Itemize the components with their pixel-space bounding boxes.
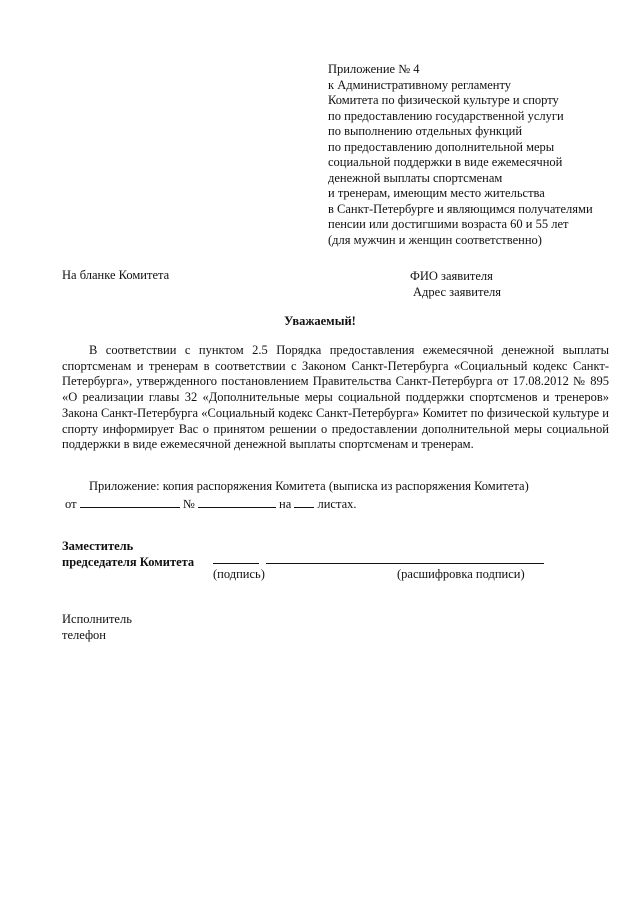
appendix-line: Комитета по физической культуре и спорту	[328, 93, 559, 107]
appendix-line: по предоставлению государственной услуги	[328, 108, 564, 123]
signer-title	[62, 538, 194, 570]
appendix-line: пенсии или достигшими возраста 60 и 55 лет	[328, 217, 569, 231]
executor-block	[62, 611, 132, 643]
appendix-line: социальной поддержки в виде ежемесячной	[328, 155, 563, 169]
sheets-label: листах.	[317, 497, 357, 511]
sheets-count-blank	[294, 495, 314, 508]
number-blank	[198, 495, 276, 508]
recipient-block	[410, 268, 501, 300]
recipient-name: ФИО заявителя	[410, 269, 493, 283]
body-paragraph: В соответствии с пунктом 2.5 Порядка предоставления ежемесячной денежной выплаты спортсменам и тренерам в соответствии с Законом Санкт-Петербурга «Социальный кодекс Санкт-Петербурга», утвержденного постановлением Правительства Санкт-Петербурга от 17.08.2012 № 895 «О реализации главы 32 «Дополнительные меры социальной поддержки спортсменов и тренеров» Закона Санкт-Петербурга «Социальный кодекс Санкт-Петербурга» Комитет по физической культуре и спорту информирует Вас о принятом решении о предоставлении дополнительной меры социальной поддержки в виде ежемесячной денежной выплаты спортсменам и тренерам.	[62, 343, 609, 452]
appendix-line: и тренерам, имеющим место жительства	[328, 186, 545, 200]
decoding-caption: (расшифровка подписи)	[397, 567, 525, 581]
appendix-line: по выполнению отдельных функций	[328, 124, 523, 138]
appendix-line: по предоставлению дополнительной меры	[328, 139, 555, 154]
attachment-block	[62, 478, 609, 513]
appendix-line: Приложение № 4	[328, 62, 420, 76]
appendix-line: (для мужчин и женщин соответственно)	[328, 232, 542, 247]
attachment-details	[62, 495, 609, 513]
appendix-line: денежной выплаты спортсменам	[328, 170, 503, 185]
on-label: на	[279, 497, 292, 511]
greeting: Уважаемый!	[284, 314, 356, 328]
letterhead-note: На бланке Комитета	[62, 268, 170, 282]
date-blank	[80, 495, 180, 508]
recipient-address: Адрес заявителя	[413, 285, 501, 299]
appendix-line: в Санкт-Петербурге и являющимся получателями	[328, 201, 593, 216]
phone-label: телефон	[62, 628, 106, 642]
signer-title-line: Заместитель	[62, 539, 134, 553]
executor-label: Исполнитель	[62, 612, 132, 626]
from-label: от	[65, 497, 77, 511]
signature-caption: (подпись)	[213, 567, 265, 581]
number-label: №	[182, 497, 195, 511]
signature-decoding-line	[266, 563, 544, 564]
letter-body	[62, 343, 609, 453]
appendix-block	[328, 62, 628, 248]
signature-line	[213, 563, 259, 564]
appendix-line: к Административному регламенту	[328, 77, 512, 92]
attachment-text: Приложение: копия распоряжения Комитета (выписка из распоряжения Комитета)	[89, 479, 529, 493]
signer-title-line: председателя Комитета	[62, 555, 195, 569]
